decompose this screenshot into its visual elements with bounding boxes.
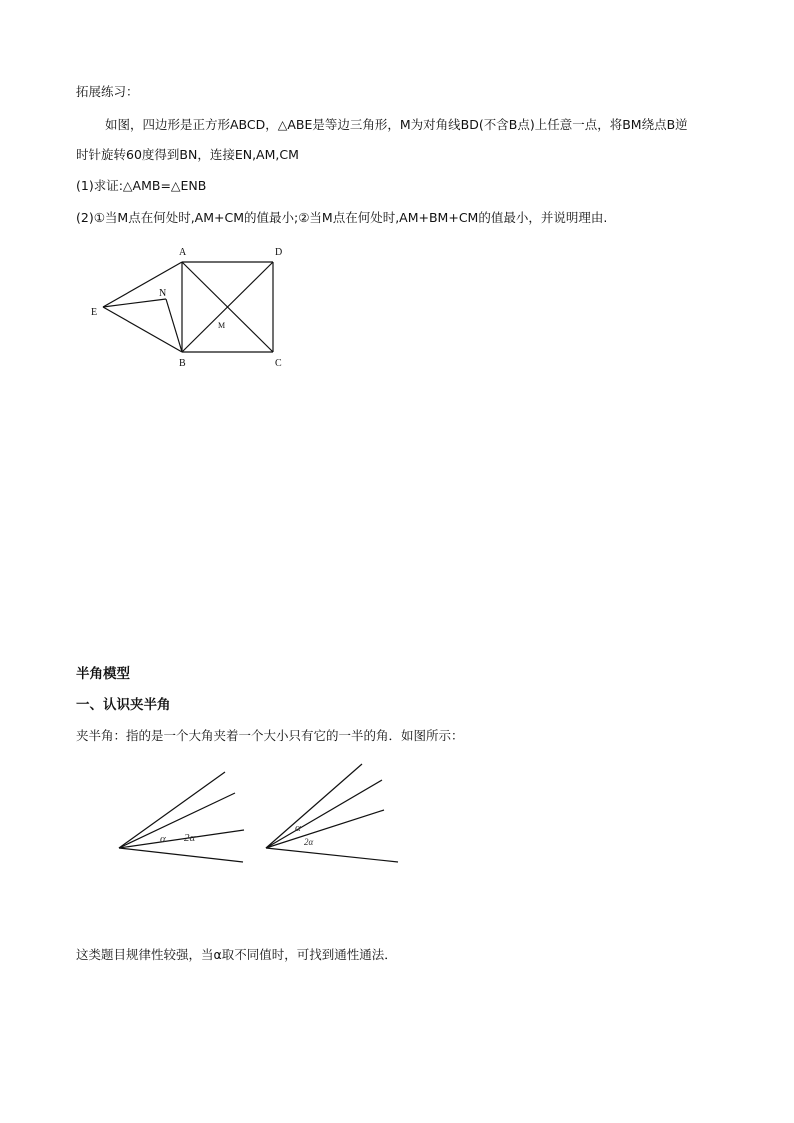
section-title: 半角模型: [76, 666, 130, 682]
fig1-two-alpha-label: 2α: [184, 832, 196, 844]
fig2-ray-1: [266, 764, 362, 848]
label-b: B: [179, 358, 186, 369]
question-1: (1)求证:△AMB=△ENB: [76, 178, 207, 193]
label-c: C: [275, 358, 282, 369]
label-d: D: [275, 247, 283, 258]
fig1-ray-4: [119, 848, 243, 862]
fig2-alpha-label: α: [295, 822, 301, 834]
label-e: E: [91, 307, 98, 318]
fig2-ray-4: [266, 848, 398, 862]
question-2: (2)①当M点在何处时,AM+CM的值最小;②当M点在何处时,AM+BM+CM的值最小，并说明理由.: [76, 210, 608, 225]
definition-text: 夹半角：指的是一个大角夹着一个大小只有它的一半的角．如图所示：: [76, 728, 464, 743]
label-n: N: [159, 288, 167, 299]
fig2-two-alpha-label: 2α: [304, 837, 314, 847]
problem-line-1: 如图，四边形是正方形ABCD，△ABE是等边三角形，M为对角线BD(不含B点)上任意一点，将BM绕点B逆: [105, 117, 688, 132]
fig2-ray-3: [266, 810, 384, 848]
fig2-ray-2: [266, 780, 382, 848]
conclusion-text: 这类题目规律性较强，当α取不同值时，可找到通性通法．: [76, 947, 397, 962]
half-angle-figure-1: [119, 772, 244, 862]
fig1-ray-1: [119, 772, 225, 848]
label-a: A: [179, 247, 187, 258]
subsection-title: 一、认识夹半角: [76, 697, 171, 713]
exercise-heading: 拓展练习：: [76, 84, 139, 99]
problem-line-2: 时针旋转60度得到BN，连接EN,AM,CM: [76, 147, 299, 162]
label-m: M: [218, 321, 226, 330]
half-angle-figure-2: [266, 764, 398, 862]
fig1-alpha-label: α: [160, 833, 166, 845]
